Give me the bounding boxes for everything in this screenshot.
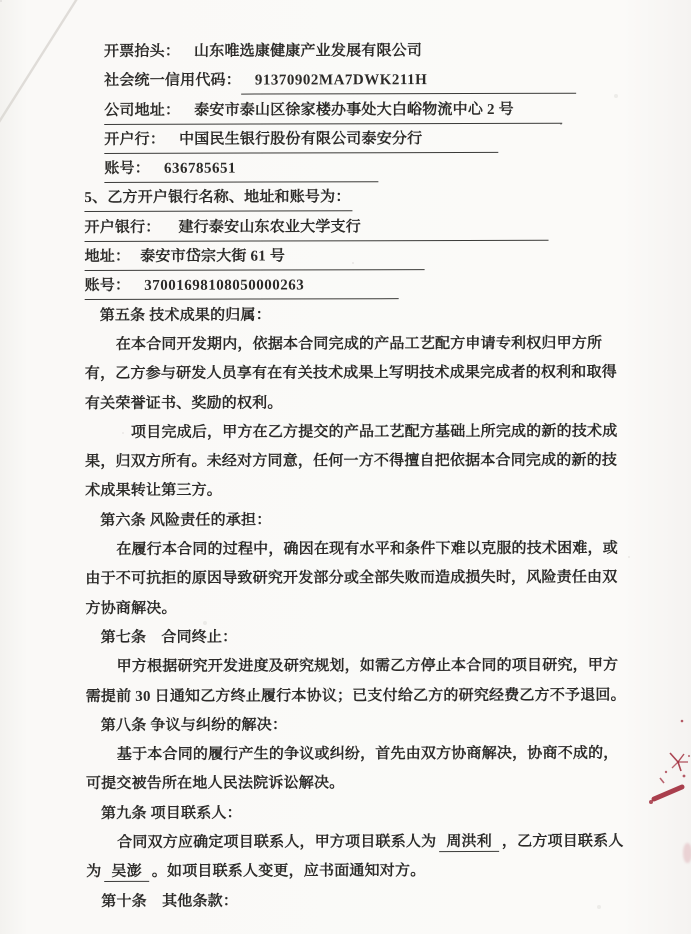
article-6-line: 在履行本合同的过程中，确因在现有水平和条件下难以克服的技术困难，或 xyxy=(116,540,618,558)
article-8-heading: 第八条 争议与纠纷的解决： xyxy=(100,717,288,734)
contacts-line1-post: ，乙方项目联系人 xyxy=(501,833,624,850)
field-label: 社会统一信用代码： xyxy=(104,72,241,90)
contract-body xyxy=(84,37,642,917)
party-b-account-row xyxy=(85,271,641,302)
contacts-line2-pre: 为 xyxy=(86,864,102,881)
field-value: 建行泰安山东农业大学支行 xyxy=(178,219,361,236)
article-8-line: 可提交被告所在地人民法院诉讼解决。 xyxy=(85,775,345,793)
article-7-line: 需提前 30 日通知乙方终止履行本协议；已支付给乙方的研究经费乙方不予退回。 xyxy=(85,687,626,705)
article-7-line: 甲方根据研究开发进度及研究规划，如需乙方停止本合同的项目研究，甲方 xyxy=(116,657,619,676)
party-b-bank-row xyxy=(84,212,640,243)
clause-5-heading: 5、乙方开户银行名称、地址和账号为： xyxy=(84,183,640,214)
field-value: 泰安市泰山区徐家楼办事处大白峪物流中心 2 号 xyxy=(194,101,514,119)
company-address-row xyxy=(104,95,640,126)
field-label: 公司地址： xyxy=(104,102,181,119)
article-7-heading: 第七条 合同终止： xyxy=(100,629,238,646)
article-9-heading: 第九条 项目联系人： xyxy=(101,805,242,822)
article-6-line: 方协商解决。 xyxy=(85,600,177,617)
article-5-heading: 第五条 技术成果的归属： xyxy=(99,307,271,324)
article-5-line: 在本合同开发期内，依据本合同完成的产品工艺配方申请专利权归甲方所 xyxy=(115,335,603,353)
article-6-heading: 第六条 风险责任的承担： xyxy=(100,512,272,529)
paper-speckles xyxy=(0,0,2,2)
article-6-line: 由于不可抗拒的原因导致研究开发部分或全部失败而造成损失时，风险责任由双 xyxy=(85,569,618,588)
field-value: 636785651 xyxy=(163,160,236,177)
credit-code-row xyxy=(104,66,640,97)
article-5-line: 有，乙方参与研发人员享有在有关技术成果上写明技术成果完成者的权利和取得 xyxy=(84,364,617,383)
field-label: 开户银行： xyxy=(84,219,161,236)
field-value: 山东唯选康健康产业发展有限公司 xyxy=(194,43,423,60)
red-ink-splatter xyxy=(648,712,691,812)
field-label: 地址： xyxy=(84,248,131,266)
contacts-line-1 xyxy=(86,828,642,859)
article-5-line: 果，归双方所有。未经对方同意，任何一方不得擅自把依据本合同完成的新的技 xyxy=(85,452,618,471)
party-a-account-row xyxy=(104,154,640,185)
field-label: 开票抬头： xyxy=(104,43,181,60)
article-8-line: 基于本合同的履行产生的争议或纠纷，首先由双方协商解决，协商不成的， xyxy=(116,745,619,764)
field-label: 开户行： xyxy=(104,131,166,148)
field-value: 91370902MA7DWK211H xyxy=(241,69,576,95)
party-b-address-row xyxy=(85,242,641,273)
field-value: 37001698108050000263 xyxy=(144,277,305,295)
field-label: 账号： xyxy=(104,161,150,178)
party-a-contact-name: 周洪利 xyxy=(439,834,499,852)
party-a-bank-row xyxy=(104,124,640,155)
contacts-line2-post: 。如项目联系人变更，应书面通知对方。 xyxy=(151,863,426,881)
article-5-line: 有关荣誉证书、奖励的权利。 xyxy=(84,395,283,412)
field-value: 中国民生银行股份有限公司泰安分行 xyxy=(179,131,423,148)
contacts-line-2 xyxy=(86,857,642,888)
article-5-line: 术成果转让第三方。 xyxy=(85,483,223,500)
field-label: 账号： xyxy=(84,278,131,295)
party-b-contact-name: 吴澎 xyxy=(104,864,148,882)
field-value: 泰安市岱宗大街 61 号 xyxy=(140,248,286,265)
invoice-title-row xyxy=(104,37,640,68)
contacts-line1-pre: 合同双方应确定项目联系人，甲方项目联系人为 xyxy=(117,834,437,851)
article-10-heading: 第十条 其他条款： xyxy=(101,893,239,910)
red-ink-smudge xyxy=(683,843,691,863)
article-5-line: 项目完成后，甲方在乙方提交的产品工艺配方基础上所完成的新的技术成 xyxy=(131,423,618,441)
